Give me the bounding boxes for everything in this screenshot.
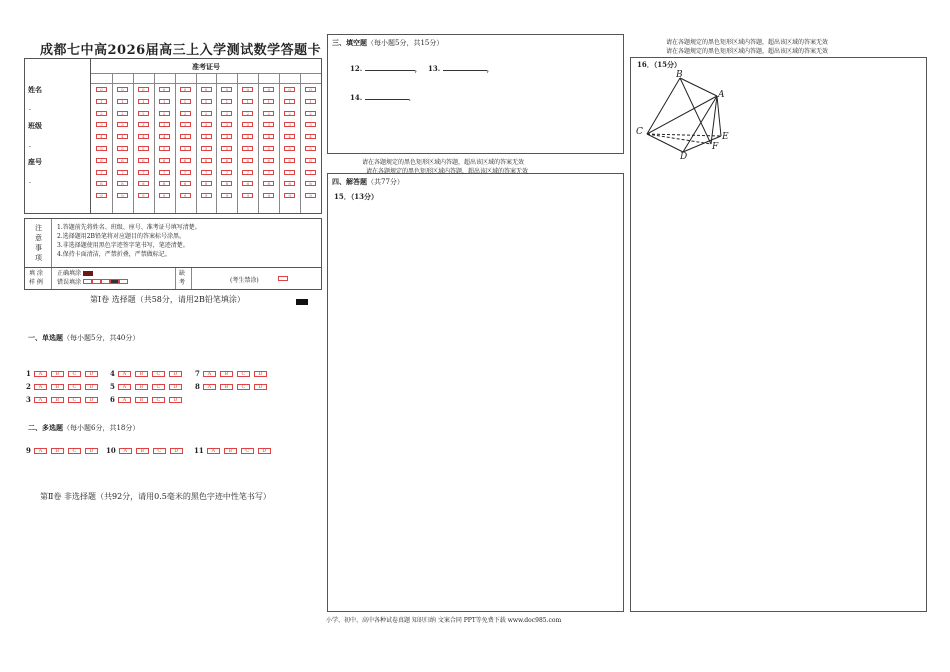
right-warning-2: 请在各题规定的黑色矩形区域内答题，超出该区域的答案无效 bbox=[666, 48, 829, 55]
ticket-digit-bubble[interactable]: 2 bbox=[180, 111, 191, 116]
option-bubble[interactable]: A bbox=[119, 448, 132, 454]
ticket-digit-bubble[interactable]: 3 bbox=[138, 122, 149, 127]
q14-answer-line[interactable] bbox=[365, 99, 409, 100]
ticket-digit-bubble[interactable]: 8 bbox=[159, 181, 170, 186]
option-bubble[interactable]: C bbox=[68, 397, 81, 403]
ticket-digit-bubble[interactable]: 9 bbox=[305, 193, 316, 198]
ticket-digit-bubble[interactable]: 5 bbox=[159, 146, 170, 151]
notice-box bbox=[24, 218, 322, 268]
ticket-digit-bubble[interactable]: 7 bbox=[242, 170, 253, 175]
ticket-digit-bubble[interactable]: 7 bbox=[221, 170, 232, 175]
choice-group bbox=[26, 440, 106, 459]
ticket-digit-bubble[interactable]: 4 bbox=[159, 134, 170, 139]
absent-bubble[interactable] bbox=[278, 276, 288, 281]
ticket-digit-bubble[interactable]: 6 bbox=[201, 158, 212, 163]
option-bubble[interactable]: C bbox=[152, 384, 165, 390]
q16-answer-area[interactable] bbox=[630, 57, 927, 612]
class-dash: - bbox=[29, 143, 32, 150]
ticket-digit-bubble[interactable]: 4 bbox=[117, 134, 128, 139]
ticket-digit-bubble[interactable]: 7 bbox=[305, 170, 316, 175]
ticket-digit-bubble[interactable]: 1 bbox=[117, 99, 128, 104]
option-bubble[interactable]: D bbox=[254, 384, 267, 390]
geometry-figure bbox=[637, 70, 747, 170]
ticket-digit-bubble[interactable]: 7 bbox=[159, 170, 170, 175]
ticket-digit-bubble[interactable]: 6 bbox=[284, 158, 295, 163]
option-bubble[interactable]: A bbox=[118, 384, 131, 390]
ticket-digit-bubble[interactable]: 0 bbox=[201, 87, 212, 92]
ticket-digit-bubble[interactable]: 5 bbox=[305, 146, 316, 151]
ticket-digit-bubble[interactable]: 4 bbox=[284, 134, 295, 139]
ticket-digit-bubble[interactable]: 8 bbox=[221, 181, 232, 186]
ticket-digit-bubble[interactable]: 9 bbox=[263, 193, 274, 198]
point-label-E: E bbox=[722, 132, 729, 142]
mid-warning-2: 请在各题规定的黑色矩形区域内答题，超出该区域的答案无效 bbox=[366, 168, 529, 175]
option-bubble[interactable]: B bbox=[51, 384, 64, 390]
correct-fill-label: 正确填涂 bbox=[57, 270, 82, 277]
ticket-digit-bubble[interactable]: 0 bbox=[242, 87, 253, 92]
ticket-digit-bubble[interactable]: 1 bbox=[159, 99, 170, 104]
option-bubble[interactable]: A bbox=[118, 397, 131, 403]
option-bubble[interactable]: A bbox=[207, 448, 220, 454]
option-bubble[interactable]: B bbox=[51, 371, 64, 377]
q14-label: 14. bbox=[350, 93, 363, 102]
ticket-digit-bubble[interactable]: 3 bbox=[221, 122, 232, 127]
ticket-digit-bubble[interactable]: 7 bbox=[138, 170, 149, 175]
ticket-digit-bubble[interactable]: 4 bbox=[221, 134, 232, 139]
ticket-digit-bubble[interactable]: 2 bbox=[263, 111, 274, 116]
ticket-digit-bubble[interactable]: 0 bbox=[305, 87, 316, 92]
notice-item: 2.选择题用2B铅笔将对应题目的答案标号涂黑。 bbox=[57, 233, 185, 240]
ticket-digit-bubble[interactable]: 8 bbox=[96, 181, 107, 186]
ticket-digit-bubble[interactable]: 2 bbox=[96, 111, 107, 116]
choice-group bbox=[195, 376, 275, 395]
ticket-digit-bubble[interactable]: 0 bbox=[159, 87, 170, 92]
ticket-digit-bubble[interactable]: 1 bbox=[221, 99, 232, 104]
option-bubble[interactable]: D bbox=[85, 397, 98, 403]
footer-text: 小学、初中、高中各种试卷真题 知识归纳 文案合同 PPT等免费下载 www.doc985.com bbox=[326, 617, 562, 624]
notice-item: 1.答题前先将姓名、班级、座号、准考证号填写清楚。 bbox=[57, 224, 201, 231]
option-bubble[interactable]: C bbox=[152, 397, 165, 403]
ticket-digit-bubble[interactable]: 0 bbox=[263, 87, 274, 92]
ticket-digit-bubble[interactable]: 4 bbox=[201, 134, 212, 139]
ticket-digit-bubble[interactable]: 0 bbox=[221, 87, 232, 92]
ticket-digit-bubble[interactable]: 1 bbox=[263, 99, 274, 104]
ticket-number-grid bbox=[90, 58, 322, 214]
multi-choice-title: 二、多选题 bbox=[28, 423, 63, 432]
ticket-digit-bubble[interactable]: 7 bbox=[180, 170, 191, 175]
option-bubble[interactable]: A bbox=[118, 371, 131, 377]
ticket-digit-bubble[interactable]: 0 bbox=[180, 87, 191, 92]
question-number: 3 bbox=[26, 395, 31, 404]
right-warning-1: 请在各题规定的黑色矩形区域内答题，超出该区域的答案无效 bbox=[666, 39, 829, 46]
option-bubble[interactable]: B bbox=[135, 397, 148, 403]
ticket-digit-bubble[interactable]: 8 bbox=[117, 181, 128, 186]
ticket-digit-bubble[interactable]: 2 bbox=[159, 111, 170, 116]
wrong-fill-samples bbox=[83, 278, 128, 287]
ticket-digit-bubble[interactable]: 1 bbox=[284, 99, 295, 104]
option-bubble[interactable]: B bbox=[224, 448, 237, 454]
point-label-B: B bbox=[676, 70, 683, 80]
ticket-digit-bubble[interactable]: 3 bbox=[201, 122, 212, 127]
name-label: 姓名 bbox=[28, 85, 42, 94]
point-label-F: F bbox=[712, 142, 719, 152]
ticket-digit-bubble[interactable]: 5 bbox=[263, 146, 274, 151]
option-bubble[interactable]: A bbox=[34, 397, 47, 403]
ticket-digit-bubble[interactable]: 4 bbox=[263, 134, 274, 139]
ticket-digit-bubble[interactable]: 1 bbox=[180, 99, 191, 104]
ticket-digit-bubble[interactable]: 5 bbox=[138, 146, 149, 151]
option-bubble[interactable]: D bbox=[85, 371, 98, 377]
page-title: 成都七中高2026届高三上入学测试数学答题卡 bbox=[40, 43, 322, 58]
notice-items bbox=[57, 223, 201, 259]
ticket-digit-bubble[interactable]: 5 bbox=[284, 146, 295, 151]
question-number: 7 bbox=[195, 369, 200, 378]
option-bubble[interactable]: C bbox=[153, 448, 166, 454]
q15-answer-area[interactable]: 四、解答题（共77分） 15．（13分） bbox=[327, 173, 624, 612]
single-choice-title: 一、单选题 bbox=[28, 333, 63, 342]
ticket-digit-bubble[interactable]: 2 bbox=[242, 111, 253, 116]
ticket-digit-bubble[interactable]: 6 bbox=[221, 158, 232, 163]
ticket-digit-bubble[interactable]: 3 bbox=[180, 122, 191, 127]
ticket-digit-bubble[interactable]: 5 bbox=[180, 146, 191, 151]
ticket-digit-bubble[interactable]: 6 bbox=[305, 158, 316, 163]
class-label: 班级 bbox=[28, 121, 42, 130]
ticket-digit-bubble[interactable]: 9 bbox=[242, 193, 253, 198]
option-bubble[interactable]: D bbox=[169, 384, 182, 390]
name-dash: - bbox=[29, 106, 32, 113]
ticket-digit-bubble[interactable]: 7 bbox=[284, 170, 295, 175]
ticket-digit-bubble[interactable]: 3 bbox=[263, 122, 274, 127]
ticket-digit-bubble[interactable]: 2 bbox=[305, 111, 316, 116]
option-bubble[interactable]: D bbox=[85, 448, 98, 454]
part2-heading: 第Ⅱ卷 非选择题（共92分，请用0.5毫米的黑色字迹中性笔书写） bbox=[40, 492, 271, 501]
ticket-digit-bubble[interactable]: 6 bbox=[138, 158, 149, 163]
ticket-digit-bubble[interactable]: 8 bbox=[263, 181, 274, 186]
ticket-digit-bubble[interactable]: 9 bbox=[221, 193, 232, 198]
question-number: 4 bbox=[110, 369, 115, 378]
question-number: 11 bbox=[194, 446, 204, 455]
ticket-digit-bubble[interactable]: 8 bbox=[138, 181, 149, 186]
ticket-digit-bubble[interactable]: 9 bbox=[180, 193, 191, 198]
ticket-digit-bubble[interactable]: 6 bbox=[159, 158, 170, 163]
seat-label: 座号 bbox=[28, 157, 42, 166]
ticket-digit-bubble[interactable]: 5 bbox=[117, 146, 128, 151]
option-bubble[interactable]: B bbox=[136, 448, 149, 454]
student-info-box bbox=[24, 58, 90, 214]
q12-answer-line[interactable] bbox=[365, 70, 415, 71]
notice-label: 注 意 事 项 bbox=[35, 224, 42, 262]
ticket-digit-bubble[interactable]: 3 bbox=[96, 122, 107, 127]
option-bubble[interactable]: B bbox=[51, 448, 64, 454]
ticket-digit-bubble[interactable]: 2 bbox=[117, 111, 128, 116]
ticket-digit-bubble[interactable]: 9 bbox=[138, 193, 149, 198]
option-bubble[interactable]: C bbox=[237, 384, 250, 390]
option-bubble[interactable]: A bbox=[34, 384, 47, 390]
option-bubble[interactable]: D bbox=[169, 397, 182, 403]
option-bubble[interactable]: D bbox=[258, 448, 271, 454]
seat-dash: - bbox=[29, 179, 32, 186]
ticket-digit-bubble[interactable]: 8 bbox=[201, 181, 212, 186]
ticket-digit-bubble[interactable]: 8 bbox=[305, 181, 316, 186]
ticket-digit-bubble[interactable]: 9 bbox=[159, 193, 170, 198]
question-number: 10 bbox=[106, 446, 116, 455]
option-bubble[interactable]: A bbox=[34, 371, 47, 377]
ticket-digit-bubble[interactable]: 0 bbox=[284, 87, 295, 92]
ticket-digit-bubble[interactable]: 8 bbox=[180, 181, 191, 186]
ticket-digit-bubble[interactable]: 1 bbox=[96, 99, 107, 104]
ticket-digit-bubble[interactable]: 7 bbox=[96, 170, 107, 175]
q13-label: 13. bbox=[428, 64, 441, 73]
ticket-digit-bubble[interactable]: 5 bbox=[242, 146, 253, 151]
q16-label: 16．（15分） bbox=[637, 60, 681, 69]
ticket-digit-bubble[interactable]: 4 bbox=[242, 134, 253, 139]
question-number: 5 bbox=[110, 382, 115, 391]
ticket-digit-bubble[interactable]: 2 bbox=[284, 111, 295, 116]
question-number: 8 bbox=[195, 382, 200, 391]
positioning-mark bbox=[296, 299, 308, 305]
absent-note: (考生禁涂) bbox=[230, 277, 259, 284]
ticket-digit-bubble[interactable]: 2 bbox=[201, 111, 212, 116]
option-bubble[interactable]: B bbox=[51, 397, 64, 403]
ticket-digit-bubble[interactable]: 9 bbox=[117, 193, 128, 198]
part1-heading: 第Ⅰ卷 选择题（共58分，请用2B铅笔填涂） bbox=[90, 295, 245, 304]
ticket-digit-bubble[interactable]: 7 bbox=[117, 170, 128, 175]
multi-choice-note: （每小题6分，共18分） bbox=[63, 424, 140, 432]
ticket-digit-bubble[interactable]: 3 bbox=[242, 122, 253, 127]
option-bubble[interactable]: B bbox=[220, 384, 233, 390]
option-bubble[interactable]: A bbox=[203, 384, 216, 390]
ticket-digit-bubble[interactable]: 4 bbox=[96, 134, 107, 139]
ticket-digit-bubble[interactable]: 4 bbox=[305, 134, 316, 139]
option-bubble[interactable]: B bbox=[135, 371, 148, 377]
option-bubble[interactable]: C bbox=[68, 384, 81, 390]
fill-blank-section: 三、填空题（每小题5分，共15分） 12. ， 13. ， 14. ． bbox=[327, 34, 624, 154]
ticket-digit-bubble[interactable]: 4 bbox=[138, 134, 149, 139]
option-bubble[interactable]: C bbox=[237, 371, 250, 377]
option-bubble[interactable]: B bbox=[220, 371, 233, 377]
option-bubble[interactable]: C bbox=[152, 371, 165, 377]
ticket-digit-bubble[interactable]: 6 bbox=[96, 158, 107, 163]
notice-item: 4.保持卡面清洁，严禁折叠，严禁做标记。 bbox=[57, 251, 171, 258]
option-bubble[interactable]: D bbox=[169, 371, 182, 377]
ticket-digit-bubble[interactable]: 0 bbox=[117, 87, 128, 92]
ticket-label: 准考证号 bbox=[192, 62, 220, 71]
ticket-digit-bubble[interactable]: 3 bbox=[305, 122, 316, 127]
ticket-digit-bubble[interactable]: 1 bbox=[305, 99, 316, 104]
option-bubble[interactable]: C bbox=[68, 448, 81, 454]
option-bubble[interactable]: D bbox=[170, 448, 183, 454]
choice-group bbox=[194, 440, 279, 459]
ticket-digit-bubble[interactable]: 6 bbox=[117, 158, 128, 163]
single-choice-note: （每小题5分，共40分） bbox=[63, 334, 140, 342]
point-label-D: D bbox=[680, 152, 688, 162]
question-number: 6 bbox=[110, 395, 115, 404]
ticket-digit-bubble[interactable]: 9 bbox=[284, 193, 295, 198]
point-label-A: A bbox=[718, 90, 725, 100]
mid-warning-1: 请在各题规定的黑色矩形区域内答题，超出该区域的答案无效 bbox=[362, 159, 525, 166]
correct-fill-sample bbox=[83, 271, 93, 276]
option-bubble[interactable]: C bbox=[68, 371, 81, 377]
ticket-digit-bubble[interactable]: 0 bbox=[138, 87, 149, 92]
question-number: 9 bbox=[26, 446, 31, 455]
ticket-digit-bubble[interactable]: 5 bbox=[96, 146, 107, 151]
ticket-digit-bubble[interactable]: 3 bbox=[284, 122, 295, 127]
question-number: 2 bbox=[26, 382, 31, 391]
option-bubble[interactable]: C bbox=[241, 448, 254, 454]
ticket-digit-bubble[interactable]: 6 bbox=[242, 158, 253, 163]
choice-group bbox=[26, 389, 106, 408]
option-bubble[interactable]: A bbox=[34, 448, 47, 454]
choice-group bbox=[106, 440, 191, 459]
ticket-digit-bubble[interactable]: 3 bbox=[117, 122, 128, 127]
ticket-digit-bubble[interactable]: 9 bbox=[201, 193, 212, 198]
ticket-digit-bubble[interactable]: 1 bbox=[201, 99, 212, 104]
ticket-digit-bubble[interactable]: 8 bbox=[242, 181, 253, 186]
ticket-digit-bubble[interactable]: 0 bbox=[96, 87, 107, 92]
ticket-digit-bubble[interactable]: 3 bbox=[159, 122, 170, 127]
q12-label: 12. bbox=[350, 64, 363, 73]
option-bubble[interactable]: A bbox=[203, 371, 216, 377]
option-bubble[interactable]: D bbox=[254, 371, 267, 377]
notice-item: 3.非选择题使用黑色字迹签字笔书写，笔迹清楚。 bbox=[57, 242, 189, 249]
ticket-digit-bubble[interactable]: 9 bbox=[96, 193, 107, 198]
ticket-digit-bubble[interactable]: 1 bbox=[242, 99, 253, 104]
fill-example-box: 填 涂 样 例 正确填涂 错误填涂 缺 考 (考生禁涂) bbox=[24, 268, 322, 290]
q13-answer-line[interactable] bbox=[443, 70, 487, 71]
q15-label: 15．（13分） bbox=[334, 192, 378, 201]
ticket-digit-bubble[interactable]: 1 bbox=[138, 99, 149, 104]
ticket-digit-bubble[interactable]: 2 bbox=[138, 111, 149, 116]
ticket-digit-bubble[interactable]: 7 bbox=[263, 170, 274, 175]
question-number: 1 bbox=[26, 369, 31, 378]
option-bubble[interactable]: B bbox=[135, 384, 148, 390]
point-label-C: C bbox=[636, 127, 643, 137]
wrong-fill-label: 错误填涂 bbox=[57, 279, 82, 286]
ticket-digit-bubble[interactable]: 5 bbox=[221, 146, 232, 151]
ticket-digit-bubble[interactable]: 2 bbox=[221, 111, 232, 116]
ticket-digit-bubble[interactable]: 6 bbox=[263, 158, 274, 163]
option-bubble[interactable]: D bbox=[85, 384, 98, 390]
ticket-digit-bubble[interactable]: 7 bbox=[201, 170, 212, 175]
ticket-digit-bubble[interactable]: 4 bbox=[180, 134, 191, 139]
ticket-digit-bubble[interactable]: 8 bbox=[284, 181, 295, 186]
ticket-digit-bubble[interactable]: 6 bbox=[180, 158, 191, 163]
choice-group bbox=[110, 389, 190, 408]
ticket-digit-bubble[interactable]: 5 bbox=[201, 146, 212, 151]
